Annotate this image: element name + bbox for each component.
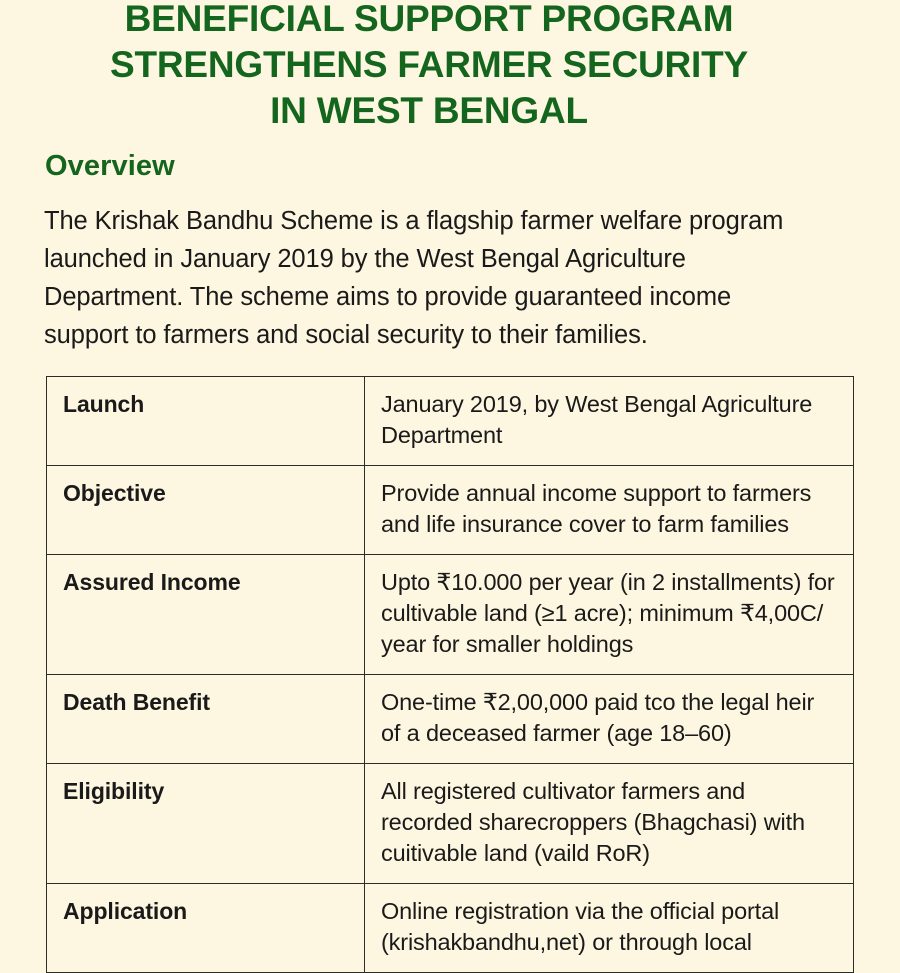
row-value bbox=[365, 884, 854, 973]
table-row bbox=[47, 675, 854, 764]
table-row bbox=[47, 466, 854, 555]
row-value bbox=[365, 764, 854, 884]
row-value-line: year for smaller holdings bbox=[381, 631, 634, 657]
row-label: Death Benefit bbox=[47, 675, 365, 764]
title-line-3: IN WEST BENGAL bbox=[270, 90, 588, 131]
row-label: Application bbox=[47, 884, 365, 973]
row-value bbox=[365, 466, 854, 555]
row-value-line: cuitivable land (vaild RoR) bbox=[381, 840, 650, 866]
row-value bbox=[365, 555, 854, 675]
row-label: Assured Income bbox=[47, 555, 365, 675]
overview-line-3: Department. The scheme aims to provide guaranteed income bbox=[44, 283, 732, 311]
overview-heading: Overview bbox=[45, 150, 175, 182]
overview-paragraph bbox=[44, 202, 876, 354]
scheme-details-table bbox=[46, 376, 854, 973]
row-label: Launch bbox=[47, 377, 365, 466]
row-value-line: (krishakbandhu,net) or through local bbox=[381, 929, 752, 955]
row-value-line: All registered cultivator farmers and bbox=[381, 778, 746, 804]
row-label: Objective bbox=[47, 466, 365, 555]
row-value-line: of a deceased farmer (age 18–60) bbox=[381, 720, 732, 746]
table-row bbox=[47, 764, 854, 884]
row-value bbox=[365, 675, 854, 764]
row-value-line: One-time ₹2,00,000 paid tco the legal heir bbox=[381, 689, 815, 715]
table-row bbox=[47, 884, 854, 973]
title-line-1: BENEFICIAL SUPPORT PROGRAM bbox=[124, 0, 734, 39]
row-value-line: and life insurance cover to farm families bbox=[381, 511, 789, 537]
row-value-line: Provide annual income support to farmers bbox=[381, 480, 812, 506]
row-value-line: cultivable land (≥1 acre); minimum ₹4,00C/ bbox=[381, 600, 824, 626]
overview-line-2: launched in January 2019 by the West Bengal Agriculture bbox=[44, 245, 686, 273]
overview-line-1: The Krishak Bandhu Scheme is a flagship farmer welfare program bbox=[44, 207, 784, 235]
page-title bbox=[0, 0, 858, 134]
row-value-line: January 2019, by West Bengal Agriculture bbox=[381, 391, 813, 417]
row-value bbox=[365, 377, 854, 466]
row-value-line: Upto ₹10.000 per year (in 2 installments) for bbox=[381, 569, 835, 595]
table-row bbox=[47, 377, 854, 466]
row-value-line: Online registration via the official portal bbox=[381, 898, 780, 924]
row-label: Eligibility bbox=[47, 764, 365, 884]
row-value-line: Department bbox=[381, 422, 503, 448]
overview-line-4: support to farmers and social security to their families. bbox=[44, 321, 648, 349]
table-row bbox=[47, 555, 854, 675]
title-line-2: STRENGTHENS FARMER SECURITY bbox=[109, 44, 749, 85]
row-value-line: recorded sharecroppers (Bhagchasi) with bbox=[381, 809, 805, 835]
